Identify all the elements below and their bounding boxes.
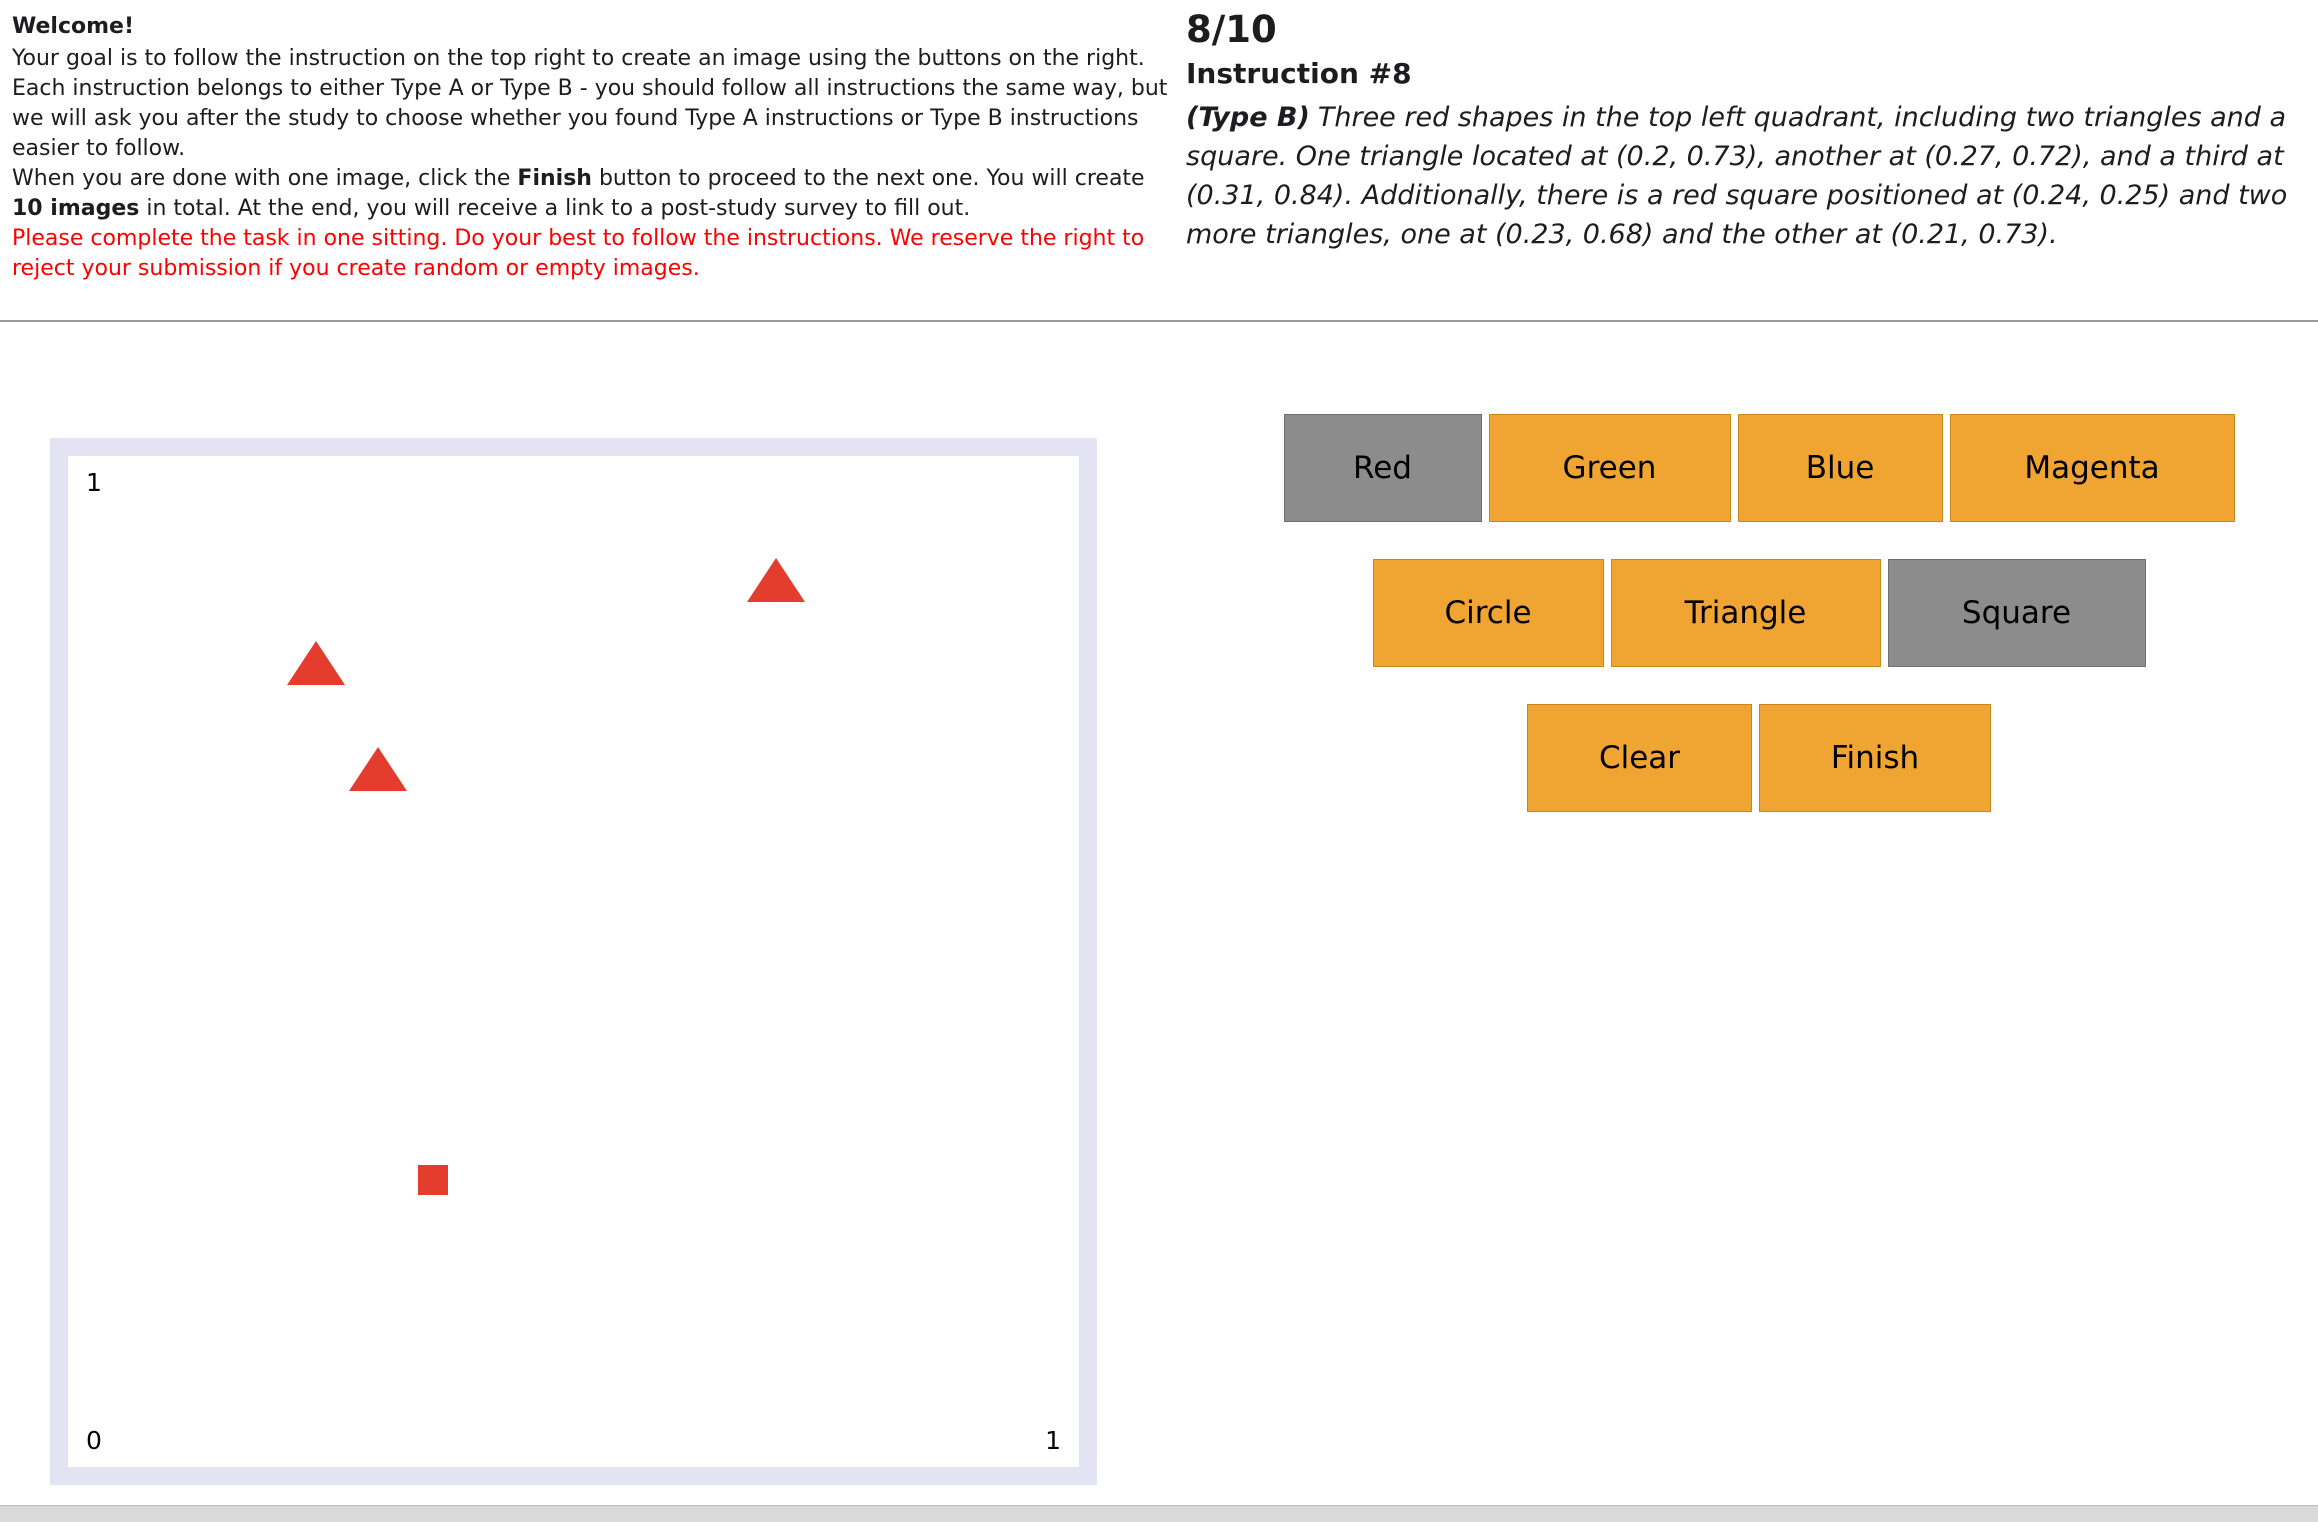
canvas-shape-square — [418, 1165, 448, 1195]
canvas-shape-triangle — [287, 641, 345, 685]
canvas-frame — [50, 438, 1097, 1485]
bottom-scrollbar-strip — [0, 1505, 2318, 1522]
shape-button-circle[interactable]: Circle — [1373, 559, 1604, 667]
instruction-type-label: (Type B) — [1186, 102, 1310, 133]
color-button-red[interactable]: Red — [1284, 414, 1482, 522]
intro-text-2a: When you are done with one image, click the — [12, 166, 518, 191]
intro-paragraph-1 — [12, 44, 1182, 164]
shape-button-row — [1200, 559, 2318, 667]
warning-text: Please complete the task in one sitting. Do your best to follow the instructions. We reserve the right to reject your submission if you create random or empty images. — [12, 226, 1145, 281]
canvas-shape-triangle — [349, 747, 407, 791]
task-header — [1186, 8, 2312, 254]
control-panel — [1200, 414, 2318, 812]
canvas-shape-triangle — [747, 558, 805, 602]
color-button-green[interactable]: Green — [1489, 414, 1731, 522]
color-button-blue[interactable]: Blue — [1738, 414, 1943, 522]
progress-counter: 8/10 — [1186, 8, 1277, 51]
intro-block — [12, 12, 1182, 284]
clear-button[interactable]: Clear — [1527, 704, 1752, 812]
shape-button-square[interactable]: Square — [1888, 559, 2146, 667]
instruction-text — [1186, 98, 2312, 254]
header-divider — [0, 320, 2318, 322]
intro-text-1: Your goal is to follow the instruction on the top right to create an image using the buttons on the right. Each instruction belongs to either Type A or Type B - you should follow all instructions the same way, but we will ask you after the study to choose whether you found Type A instructions or Type B instructions easier to follow. — [12, 46, 1168, 161]
intro-text-2e: in total. At the end, you will receive a link to a post-study survey to fill out. — [139, 196, 971, 221]
drawing-canvas[interactable] — [68, 456, 1079, 1467]
instruction-number: Instruction #8 — [1186, 57, 1412, 90]
intro-paragraph-2 — [12, 164, 1182, 224]
finish-button[interactable]: Finish — [1759, 704, 1991, 812]
ten-images-emphasis: 10 images — [12, 196, 140, 221]
welcome-title: Welcome! — [12, 14, 134, 39]
color-button-magenta[interactable]: Magenta — [1950, 414, 2235, 522]
intro-text-2c: button to proceed to the next one. You will create — [591, 166, 1145, 191]
axis-label-bottom-left: 0 — [86, 1426, 102, 1455]
shape-button-triangle[interactable]: Triangle — [1611, 559, 1881, 667]
axis-label-top-left: 1 — [86, 468, 102, 497]
color-button-row — [1200, 414, 2318, 522]
finish-emphasis: Finish — [517, 166, 592, 191]
instruction-body: Three red shapes in the top left quadrant, including two triangles and a square. One triangle located at (0.2, 0.73), another at (0.27, 0.72), and a third at (0.31, 0.84). Additionally, there is a red square positioned at (0.24, 0.25) and two more triangles, one at (0.23, 0.68) and the other at (0.21, 0.73). — [1186, 102, 2288, 250]
action-button-row — [1200, 704, 2318, 812]
axis-label-bottom-right: 1 — [1045, 1426, 1061, 1455]
